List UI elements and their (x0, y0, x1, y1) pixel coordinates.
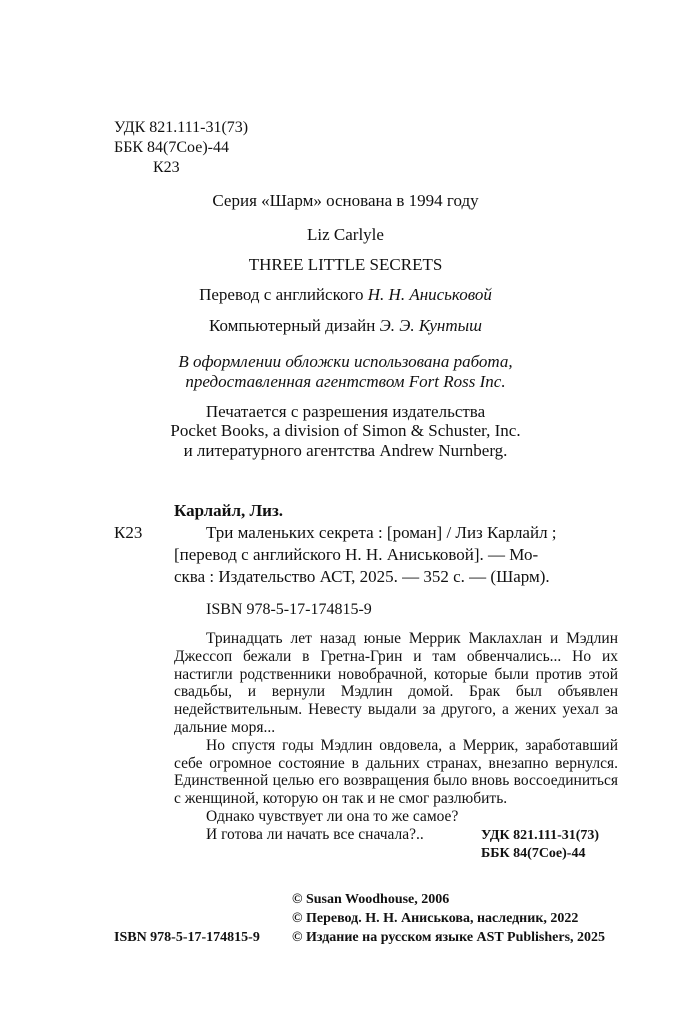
annotation-paragraph: Тринадцать лет назад юные Меррик Маклахлан и Мэдлин Джессоп бежали в Гретна-Грин и там обвенчались... Но их настигли родственники новобрачной, которые были против этой свадьбы, и вернули Мэдлин домой. Брак был объявлен недействительным. Невесту выдали за другого, а жених уехал за дальние моря... (174, 630, 618, 736)
series-line: Серия «Шарм» основана в 1994 году (212, 191, 479, 210)
permission-line-3: и литературного агентства Andrew Nurnberg. (183, 441, 508, 460)
annotation-paragraph: И готова ли начать все сначала?.. (206, 825, 424, 843)
catalog-author-heading: Карлайл, Лиз. (174, 501, 284, 520)
bbk-code: ББК 84(7Сое)-44 (114, 139, 229, 156)
translator-label: Перевод с английского (199, 285, 364, 304)
copyright-line-1: © Susan Woodhouse, 2006 (292, 892, 450, 907)
translator-line (0, 283, 691, 306)
designer-line (0, 314, 691, 337)
author-mark: К23 (153, 159, 180, 176)
catalog-entry-line-1: Три маленьких секрета : [роман] / Лиз Карлайл ; (206, 523, 557, 542)
catalog-isbn: ISBN 978-5-17-174815-9 (206, 601, 372, 618)
designer-label: Компьютерный дизайн (209, 316, 376, 335)
catalog-entry-line-3: сква : Издательство АСТ, 2025. — 352 с. — (Шарм). (174, 567, 550, 586)
annotation-paragraph: Но спустя годы Мэдлин овдовела, а Меррик, заработавший себе огромное состояние в дальних странах, внезапно вернулся. Единственной целью его возвращения было вновь воссоединиться с женщиной, которую он так и не смог разлюбить. (174, 736, 618, 808)
cover-note-line-1: В оформлении обложки использована работа, (178, 352, 513, 371)
original-title: THREE LITTLE SECRETS (248, 255, 443, 274)
bottom-bbk-code: ББК 84(7Сое)-44 (481, 846, 586, 861)
translator-name: Н. Н. Аниськовой (367, 285, 492, 304)
original-author: Liz Carlyle (307, 225, 384, 244)
bottom-udk-code: УДК 821.111-31(73) (481, 828, 600, 843)
permission-line-2: Pocket Books, a division of Simon & Schuster, Inc. (170, 421, 521, 440)
designer-name: Э. Э. Кунтыш (379, 316, 482, 335)
bottom-isbn: ISBN 978-5-17-174815-9 (114, 930, 260, 945)
catalog-mark: К23 (114, 523, 143, 542)
annotation-paragraph: Однако чувствует ли она то же самое? (206, 807, 459, 825)
copyright-line-3: © Издание на русском языке AST Publishers, 2025 (292, 930, 606, 945)
permission-line-1: Печатается с разрешения издательства (205, 402, 486, 421)
cover-note-line-2: предоставленная агентством Fort Ross Inc. (185, 372, 506, 391)
annotation (174, 630, 618, 844)
catalog-entry-line-2: [перевод с английского Н. Н. Аниськовой]. — Мо- (174, 545, 539, 564)
udk-code: УДК 821.111-31(73) (114, 119, 249, 136)
copyright-line-2: © Перевод. Н. Н. Аниськова, наследник, 2022 (292, 911, 579, 926)
